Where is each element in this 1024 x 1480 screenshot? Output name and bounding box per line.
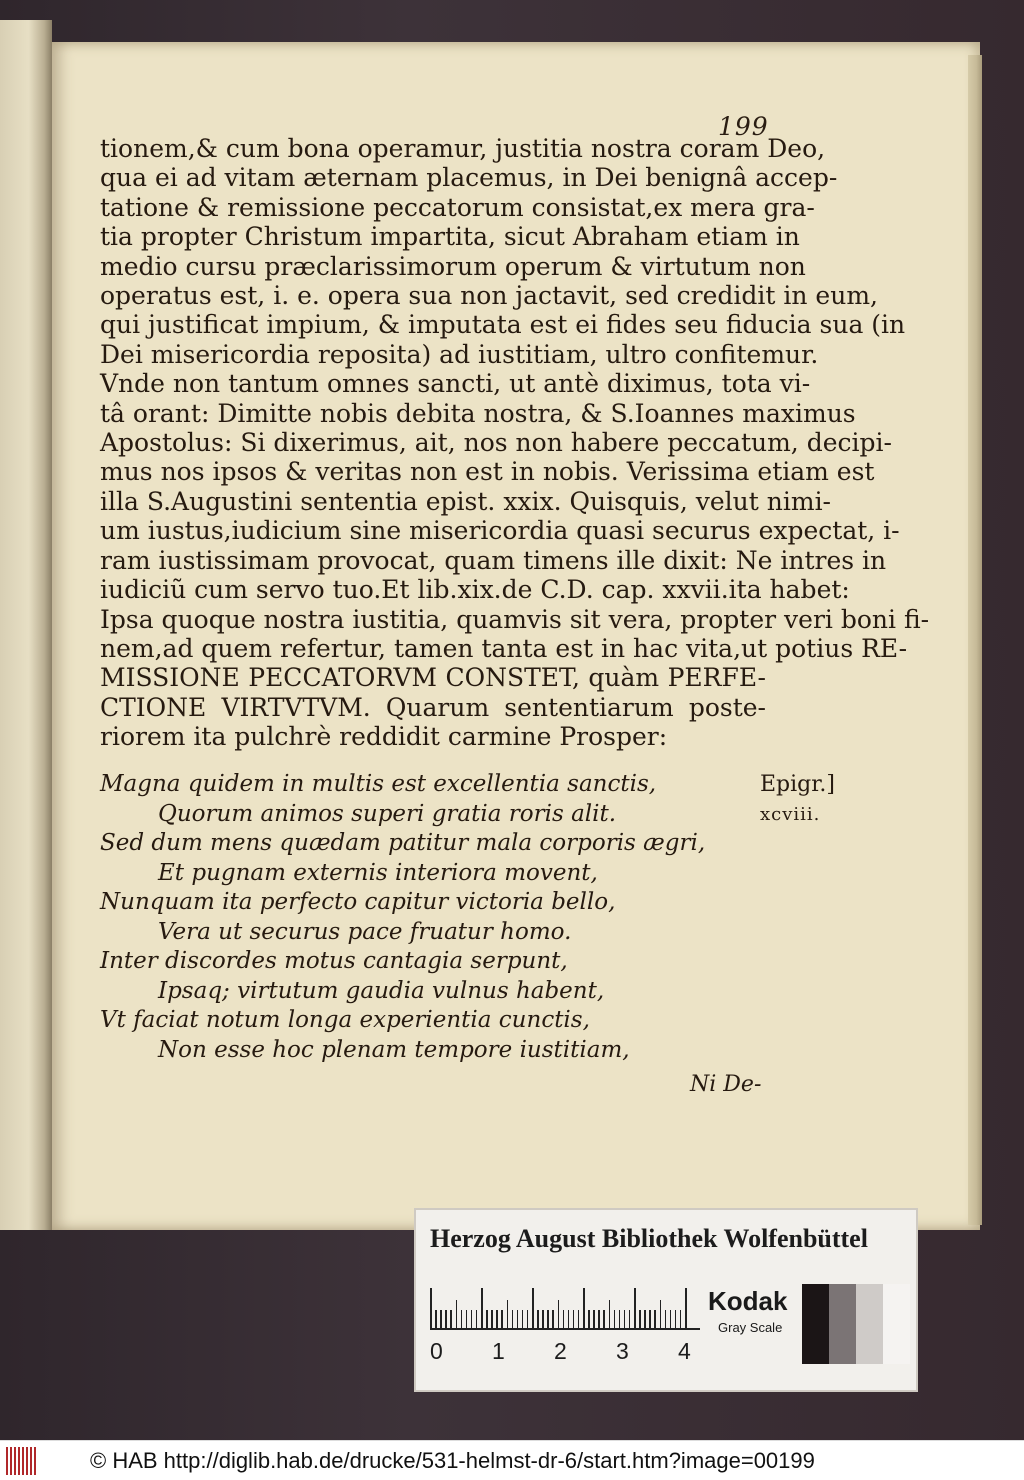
ruler-tick xyxy=(603,1310,605,1328)
ruler-tick xyxy=(619,1310,621,1328)
ruler-tick xyxy=(496,1310,498,1328)
text-line: Vnde non tantum omnes sancti, ut antè diximus, tota vi- xyxy=(100,369,811,399)
ruler-tick xyxy=(644,1310,646,1328)
ruler-tick xyxy=(598,1310,600,1328)
ruler xyxy=(430,1282,700,1330)
ruler-tick xyxy=(486,1310,488,1328)
verse-line: Inter discordes motus cantagia serpunt, xyxy=(100,948,568,974)
text-line: iudiciũ cum servo tuo.Et lib.xix.de C.D. cap. xxvii.ita habet: xyxy=(100,575,850,605)
ruler-tick xyxy=(634,1288,636,1328)
text-line: CTIONE VIRTVTVM. Quarum sententiarum poste- xyxy=(100,692,766,722)
ruler-tick xyxy=(624,1310,626,1328)
ruler-tick xyxy=(430,1288,432,1328)
verse-line: Quorum animos superi gratia roris alit. xyxy=(158,800,617,827)
text-line: illa S.Augustini sententia epist. xxix. Quisquis, velut nimi- xyxy=(100,486,832,516)
text-line: tionem,& cum bona operamur, justitia nostra coram Deo, xyxy=(100,134,826,163)
text-line: operatus est, i. e. opera sua non jactavit, sed credidit in eum, xyxy=(100,281,878,311)
ruler-tick xyxy=(507,1300,509,1328)
ruler-tick xyxy=(573,1310,575,1328)
verse-line: Ipsaq; virtutum gaudia vulnus habent, xyxy=(158,977,605,1004)
text-line: MISSIONE PECCATORVM CONSTET, quàm PERFE- xyxy=(100,663,766,693)
ruler-tick xyxy=(466,1310,468,1328)
ruler-number: 0 xyxy=(430,1338,443,1364)
ruler-tick xyxy=(471,1310,473,1328)
ruler-tick xyxy=(614,1310,616,1328)
ruler-tick xyxy=(532,1288,534,1328)
verse-line: Non esse hoc plenam tempore iustitiam, xyxy=(158,1036,630,1063)
ruler-number: 2 xyxy=(554,1338,567,1364)
facing-page-edge xyxy=(0,20,52,1230)
ruler-tick xyxy=(450,1310,452,1328)
ruler-tick xyxy=(654,1310,656,1328)
margin-note-line: xcviii. xyxy=(760,804,821,825)
verse-line: Sed dum mens quædam patitur mala corporis ægri, xyxy=(100,830,706,856)
ruler-tick xyxy=(527,1310,529,1328)
ruler-tick xyxy=(552,1310,554,1328)
hab-logo-icon xyxy=(6,1447,38,1475)
text-line: tia propter Christum impartita, sicut Abraham etiam in xyxy=(100,222,800,252)
text-line: qui justificat impium, & imputata est ei fides seu fiducia sua (in xyxy=(100,310,906,340)
ruler-tick xyxy=(456,1300,458,1328)
margin-note xyxy=(760,770,835,830)
gray-scale-swatches xyxy=(802,1284,910,1364)
page-number: 199 xyxy=(718,112,769,141)
calibration-card xyxy=(414,1208,918,1392)
text-line: medio cursu præclarissimorum operum & virtutum non xyxy=(100,251,806,281)
ruler-number: 1 xyxy=(492,1338,505,1364)
page-fore-edge xyxy=(968,55,982,1225)
ruler-tick xyxy=(491,1310,493,1328)
ruler-tick xyxy=(481,1288,483,1328)
ruler-tick xyxy=(680,1310,682,1328)
text-line: mus nos ipsos & veritas non est in nobis. Verissima etiam est xyxy=(100,457,875,487)
ruler-tick xyxy=(593,1310,595,1328)
text-line: Ipsa quoque nostra iustitia, quamvis sit vera, propter veri boni fi- xyxy=(100,604,930,634)
ruler-tick xyxy=(558,1300,560,1328)
ruler-tick xyxy=(435,1310,437,1328)
text-line: ram iustissimam provocat, quam timens ille dixit: Ne intres in xyxy=(100,545,887,575)
ruler-tick xyxy=(670,1310,672,1328)
verse-line: Vera ut securus pace fruatur homo. xyxy=(158,918,572,945)
ruler-numbers xyxy=(430,1338,710,1366)
text-line: Apostolus: Si dixerimus, ait, nos non habere peccatum, decipi- xyxy=(100,428,892,458)
ruler-tick xyxy=(461,1310,463,1328)
verse-line: Magna quidem in multis est excellentia sanctis, xyxy=(100,771,657,797)
text-line: Dei misericordia reposita) ad iustitiam, ultro confitemur. xyxy=(100,339,819,369)
ruler-number: 3 xyxy=(616,1338,629,1364)
ruler-tick xyxy=(588,1310,590,1328)
text-line: um iustus,iudicium sine misericordia quasi securus expectat, i- xyxy=(100,516,900,546)
copyright-url[interactable]: © HAB http://diglib.hab.de/drucke/531-helmst-dr-6/start.htm?image=00199 xyxy=(90,1448,815,1473)
ruler-tick xyxy=(440,1310,442,1328)
ruler-tick xyxy=(547,1310,549,1328)
ruler-tick xyxy=(583,1288,585,1328)
gray-swatch xyxy=(802,1284,829,1364)
ruler-tick xyxy=(609,1300,611,1328)
text-line: riorem ita pulchrè reddidit carmine Prosper: xyxy=(100,722,668,752)
ruler-number: 4 xyxy=(678,1338,691,1364)
ruler-tick xyxy=(665,1310,667,1328)
ruler-tick xyxy=(675,1310,677,1328)
kodak-logo: Kodak xyxy=(708,1286,788,1316)
ruler-tick xyxy=(537,1310,539,1328)
ruler-tick xyxy=(476,1310,478,1328)
text-line: qua ei ad vitam æternam placemus, in Dei benignâ accep- xyxy=(100,163,838,193)
ruler-tick xyxy=(501,1310,503,1328)
ruler-tick xyxy=(542,1310,544,1328)
ruler-tick xyxy=(649,1310,651,1328)
margin-note-line: Epigr.] xyxy=(760,772,835,797)
gray-swatch xyxy=(883,1284,910,1364)
verse-line: Vt faciat notum longa experientia cunctis, xyxy=(100,1007,590,1033)
ruler-tick xyxy=(445,1310,447,1328)
ruler-tick xyxy=(512,1310,514,1328)
ruler-tick xyxy=(578,1310,580,1328)
ruler-tick xyxy=(639,1310,641,1328)
gray-swatch xyxy=(829,1284,856,1364)
verse-block xyxy=(100,770,780,1065)
ruler-tick xyxy=(568,1310,570,1328)
footer-bar xyxy=(0,1440,1024,1480)
ruler-tick xyxy=(517,1310,519,1328)
gray-swatch xyxy=(856,1284,883,1364)
body-text xyxy=(100,134,930,752)
ruler-tick xyxy=(660,1300,662,1328)
library-title: Herzog August Bibliothek Wolfenbüttel xyxy=(430,1224,868,1253)
ruler-tick xyxy=(522,1310,524,1328)
text-line: nem,ad quem refertur, tamen tanta est in hac vita,ut potius RE- xyxy=(100,633,908,663)
catchword: Ni De- xyxy=(690,1072,762,1097)
text-line: tâ orant: Dimitte nobis debita nostra, & S.Ioannes maximus xyxy=(100,398,856,428)
ruler-tick xyxy=(563,1310,565,1328)
ruler-tick xyxy=(685,1288,687,1328)
ruler-tick xyxy=(629,1310,631,1328)
gray-scale-label: Gray Scale xyxy=(718,1320,783,1335)
text-line: tatione & remissione peccatorum consistat,ex mera gra- xyxy=(100,192,815,222)
verse-line: Nunquam ita perfecto capitur victoria bello, xyxy=(100,889,616,915)
verse-line: Et pugnam externis interiora movent, xyxy=(158,859,598,886)
